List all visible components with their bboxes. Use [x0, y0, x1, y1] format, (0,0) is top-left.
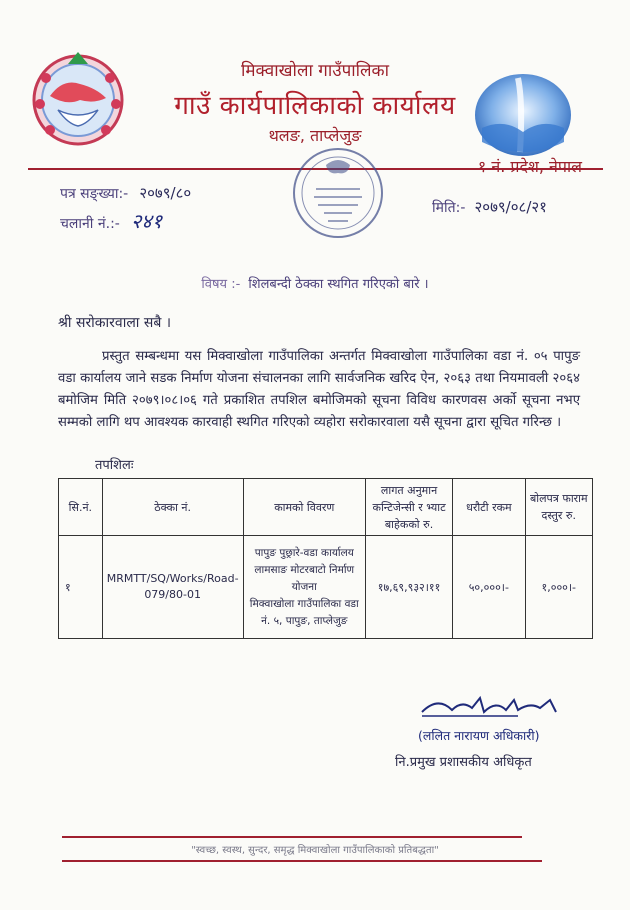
signatory-name: (ललित नारायण अधिकारी): [418, 728, 540, 743]
cell-description-project: पापुङ पुछ्रारे-वडा कार्यालय लामसाङ मोटरबाटो निर्माण योजना: [254, 546, 355, 593]
letter-number-value: २०७९/८०: [139, 184, 192, 202]
subject-text: शिलबन्दी ठेक्का स्थगित गरिएको बारे ।: [248, 277, 429, 292]
date-label: मिति:-: [432, 200, 466, 216]
table-row: [59, 536, 593, 639]
details-label: तपशिलः: [95, 458, 134, 473]
cell-deposit: ५०,०००।-: [453, 536, 525, 639]
letter-number-label: पत्र सङ्ख्या:-: [60, 186, 129, 202]
footer-divider-top: [62, 836, 522, 838]
body-paragraph: प्रस्तुत सम्बन्धमा यस मिक्वाखोला गाउँपालिका अन्तर्गत मिक्वाखोला गाउँपालिका वडा नं. ०५ पापुङ वडा कार्यालय जाने सडक निर्माण योजना संचालनका लागि सार्वजनिक खरिद ऐन, २०६३ तथा नियमावली २०६४ बमोजिम मिति २०७९।०८।०६ गते प्रकाशित तपशिल बमोजिमको सूचना विविध कारणवस अर्को सूचना नभए सम्मको लागि थप आवश्यक कारवाही स्थगित गरिएको व्यहोरा सरोकारवाला यसै सूचना द्वारा सूचित गरिन्छ ।: [58, 349, 580, 430]
cell-description: [243, 536, 365, 639]
header-fee: बोलपत्र फाराम दस्तुर रु.: [525, 479, 592, 536]
signature-scribble: [418, 692, 563, 720]
tender-table: [58, 478, 593, 639]
header-cost: लागत अनुमान कन्टिजेन्सी र भ्याट बाहेकको रु.: [366, 479, 453, 536]
header-sn: सि.नं.: [59, 479, 103, 536]
dispatch-number-row: [60, 207, 162, 234]
subject-line: [0, 274, 630, 292]
dispatch-number-label: चलानी नं.:-: [60, 216, 120, 232]
table-header-row: [59, 479, 593, 536]
dispatch-number-value: २४१: [130, 209, 163, 233]
official-stamp: [290, 145, 386, 241]
office-address: थलङ, ताप्लेजुङ: [268, 126, 362, 145]
header-contract-no: ठेक्का नं.: [102, 479, 243, 536]
municipality-name: मिक्वाखोला गाउँपालिका: [240, 61, 390, 81]
footer-motto: "स्वच्छ, स्वस्थ, सुन्दर, समृद्ध मिक्वाखोला गाउँपालिकाको प्रतिबद्धता": [191, 845, 439, 856]
header-deposit: धरौटी रकम: [453, 479, 525, 536]
cell-contract-no: MRMTT/SQ/Works/Road-079/80-01: [102, 536, 243, 639]
date-value: २०७९/०८/२१: [474, 198, 547, 216]
subject-label: विषय :-: [201, 277, 241, 292]
footer-divider-bottom: [62, 860, 542, 862]
cell-fee: १,०००।-: [525, 536, 592, 639]
date-row: [432, 197, 547, 217]
signatory-title: नि.प्रमुख प्रशासकीय अधिकृत: [395, 755, 532, 770]
office-title: गाउँ कार्यपालिकाको कार्यालय: [174, 91, 456, 121]
cell-cost: १७,६९,९३२।११: [366, 536, 453, 639]
cell-sn: १: [59, 536, 103, 639]
header-description: कामको विवरण: [243, 479, 365, 536]
letter-number-row: [60, 183, 191, 203]
addressee: श्री सरोकारवाला सबै ।: [58, 315, 172, 331]
cell-description-location: मिक्वाखोला गाउँपालिका वडा नं. ५, पापुङ, ताप्लेजुङ: [249, 597, 359, 627]
province-label: १ नं. प्रदेश, नेपाल: [477, 157, 582, 176]
